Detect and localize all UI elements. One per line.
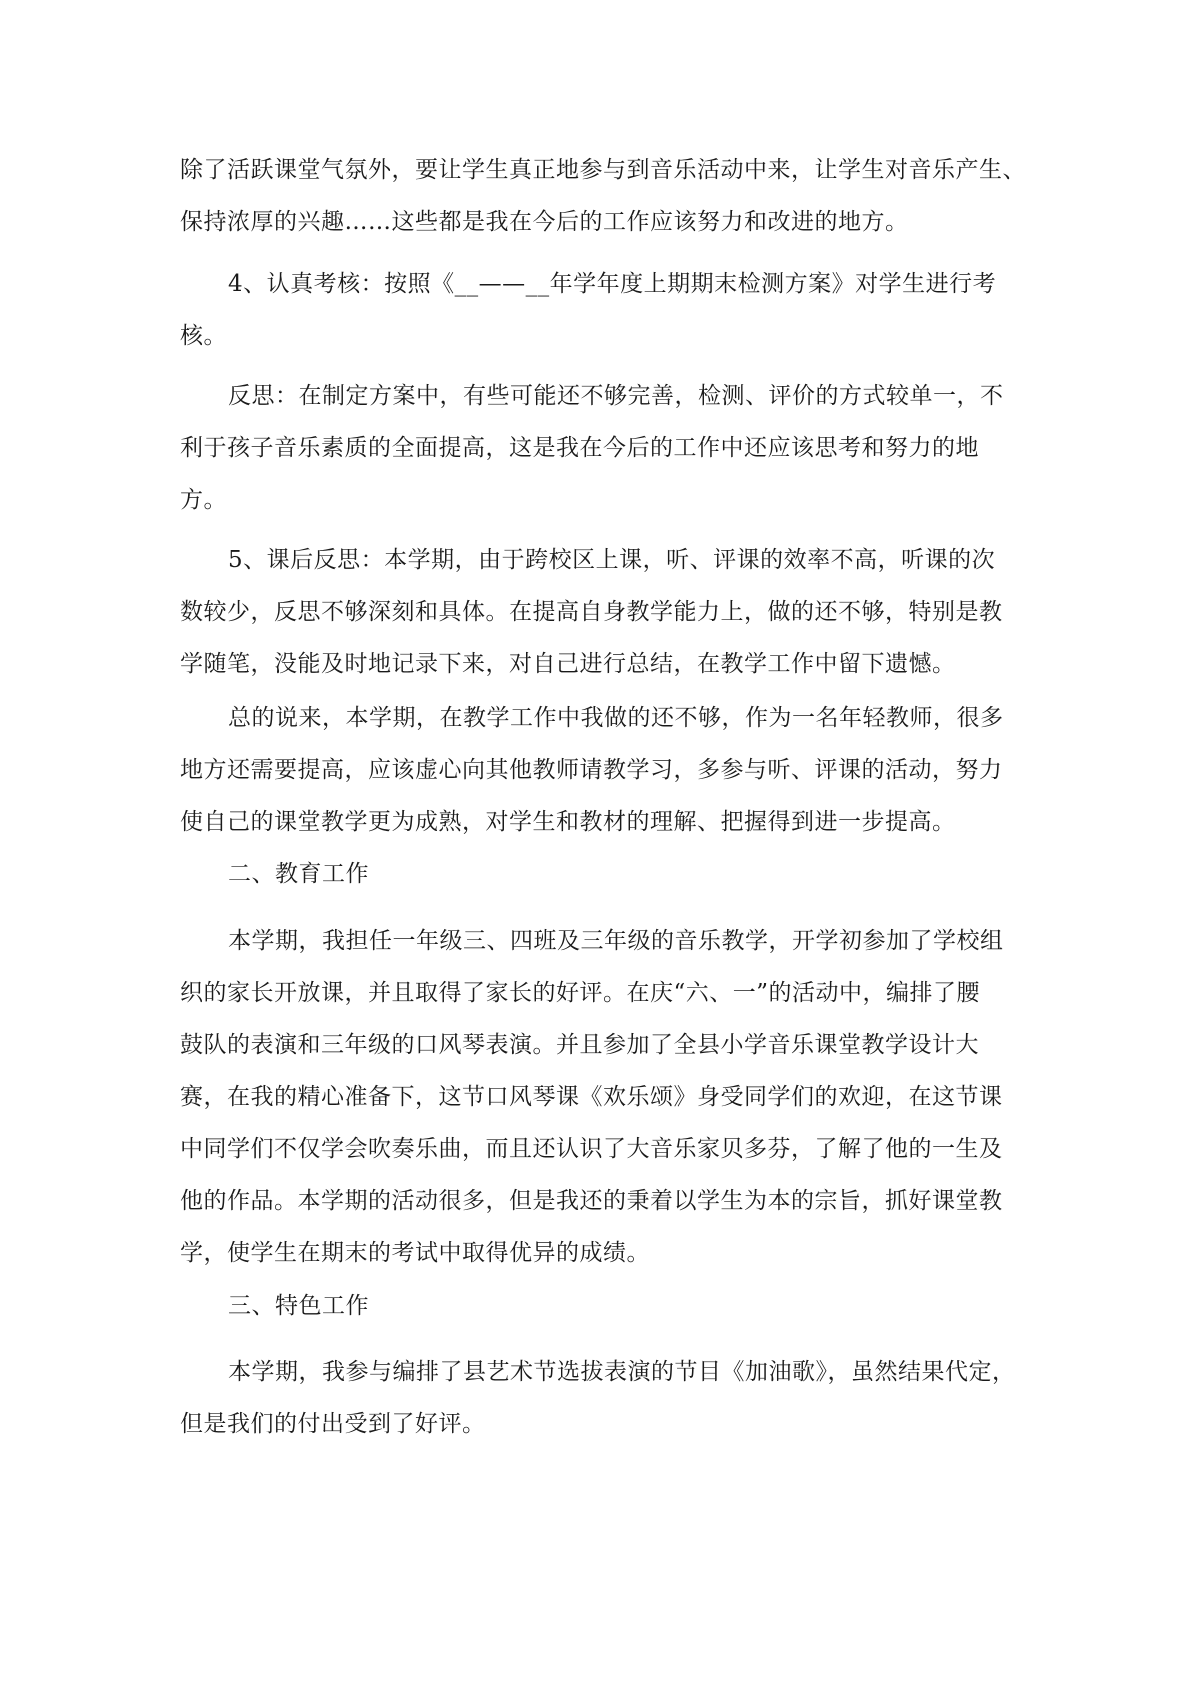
section-heading: 三、特色工作 [228,1293,369,1319]
text-line: 保持浓厚的兴趣……这些都是我在今后的工作应该努力和改进的地方。 [180,209,909,235]
text-line: 他的作品。本学期的活动很多，但是我还的秉着以学生为本的宗旨，抓好课堂教 [180,1188,1003,1214]
section-heading-special [180,1280,1016,1332]
text-line: 方。 [180,487,227,513]
paragraph-education-work [180,915,1016,1279]
text-line: 数较少，反思不够深刻和具体。在提高自身教学能力上，做的还不够，特别是教 [180,599,1003,625]
text-line: 地方还需要提高，应该虚心向其他教师请教学习，多参与听、评课的活动，努力 [180,757,1003,783]
text-line: 本学期，我参与编排了县艺术节选拔表演的节目《加油歌》，虽然结果代定， [228,1359,1016,1385]
text-line: 学，使学生在期末的考试中取得优异的成绩。 [180,1240,650,1266]
text-line: 总的说来，本学期，在教学工作中我做的还不够，作为一名年轻教师，很多 [228,705,1004,731]
paragraph-reflection [180,370,1016,526]
section-heading: 二、教育工作 [228,861,369,887]
text-line: 中同学们不仅学会吹奏乐曲，而且还认识了大音乐家贝多芬，了解了他的一生及 [180,1136,1003,1162]
text-line: 核。 [180,323,227,349]
text-line: 反思：在制定方案中，有些可能还不够完善，检测、评价的方式较单一，不 [228,383,1004,409]
text-line: 5、课后反思：本学期，由于跨校区上课，听、评课的效率不高，听课的次 [228,547,996,573]
paragraph-assessment [180,258,1016,362]
paragraph-continuation [180,144,1026,248]
paragraph-special-work [180,1346,1016,1450]
text-line: 使自己的课堂教学更为成熟，对学生和教材的理解、把握得到进一步提高。 [180,809,956,835]
text-line: 赛，在我的精心准备下，这节口风琴课《欢乐颂》身受同学们的欢迎，在这节课 [180,1084,1003,1110]
paragraph-summary [180,692,1016,848]
section-heading-education [180,848,1016,900]
text-line: 织的家长开放课，并且取得了家长的好评。在庆“六、一”的活动中，编排了腰 [180,980,981,1006]
text-line: 鼓队的表演和三年级的口风琴表演。并且参加了全县小学音乐课堂教学设计大 [180,1032,979,1058]
text-line: 本学期，我担任一年级三、四班及三年级的音乐教学，开学初参加了学校组 [228,928,1004,954]
text-line: 4、认真考核：按照《__——__年学年度上期期末检测方案》对学生进行考 [228,271,997,297]
paragraph-after-class-reflection [180,534,1016,690]
text-line: 利于孩子音乐素质的全面提高，这是我在今后的工作中还应该思考和努力的地 [180,435,979,461]
text-line: 但是我们的付出受到了好评。 [180,1411,486,1437]
text-line: 学随笔，没能及时地记录下来，对自己进行总结，在教学工作中留下遗憾。 [180,651,956,677]
text-line: 除了活跃课堂气氛外，要让学生真正地参与到音乐活动中来，让学生对音乐产生、 [180,157,1026,183]
